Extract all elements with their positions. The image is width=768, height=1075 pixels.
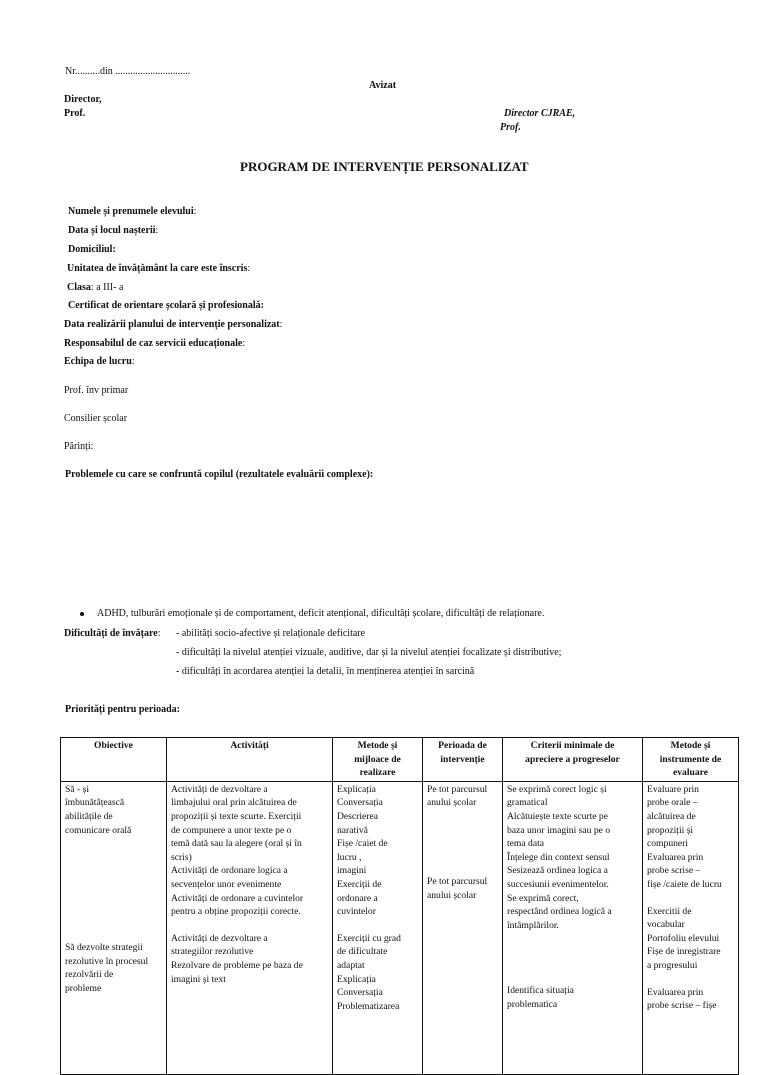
field-label: Numele și prenumele elevului (68, 206, 194, 217)
cell-text: anului școlar (427, 797, 477, 809)
team-member: Consilier școlar (64, 413, 128, 424)
field-label: Domiciliul: (68, 244, 116, 255)
cell-text (507, 945, 638, 958)
field-row (68, 300, 264, 311)
header-text: intervenție (440, 753, 485, 765)
header-text: apreciere a progreselor (525, 753, 620, 765)
learning-item-3: - dificultăți în acordarea atenției la detalii, în menținerea atenției în sarcină (176, 666, 475, 677)
header-text: Perioada de (438, 740, 487, 751)
cell-text (171, 919, 328, 932)
cell-text: de dificultate (337, 946, 388, 958)
cell-text: Să dezvolte strategii (65, 942, 143, 954)
field-row (64, 356, 135, 367)
team-member: Prof. înv primar (64, 385, 129, 396)
cell-text (427, 862, 498, 875)
cell-text: Descrierea (337, 810, 379, 822)
cell-text: narativă (337, 824, 368, 836)
cell-text: probe scrise – fișe (647, 1000, 717, 1012)
cell-text: a progresului (647, 959, 698, 971)
header-activities (167, 738, 333, 782)
field-row (68, 225, 158, 236)
cell-text (65, 876, 162, 889)
header-text: realizare (359, 767, 396, 779)
field-row (68, 206, 196, 217)
cell-text (427, 836, 498, 849)
header-text: Metode și (357, 740, 398, 751)
cell-text: pentru a obține propoziții corecte. (171, 906, 301, 918)
field-label: Data și locul nașterii (68, 225, 156, 236)
learning-difficulties-sep: : (157, 628, 161, 639)
cell-text (65, 915, 162, 928)
cell-text: anului școlar (427, 889, 477, 901)
cell-text: Rezolvare de probleme pe baza de (171, 959, 303, 971)
team-member: Părinți: (64, 441, 94, 452)
cell-text (647, 892, 734, 905)
cell-text: Evaluarea prin (647, 851, 704, 863)
bullet-icon (80, 612, 84, 616)
cell-text: Sesizează ordinea logica a (507, 865, 608, 877)
cell-text: Problematizarea (337, 1000, 400, 1012)
cell-text: Explicația (337, 783, 376, 795)
field-row (64, 338, 245, 349)
cell-text: limbajului oral prin alcătuirea de (171, 797, 297, 809)
cell-text: Pe tot parcursul (427, 783, 488, 795)
learning-item-2: - dificultăți la nivelul atenției vizuale, auditive, dar și la nivelul atenției focalizate și distributive; (176, 647, 562, 658)
priorities-heading: Priorități pentru perioada: (65, 704, 180, 715)
prof-right-label: Prof. (500, 122, 521, 133)
cell-criteria (503, 781, 643, 1074)
cell-text: Explicația (337, 973, 376, 985)
cell-text: lucru , (337, 851, 362, 863)
cell-text (65, 928, 162, 941)
field-separator: : (279, 319, 283, 330)
cell-text: propoziții și (647, 824, 694, 836)
problems-heading: Problemele cu care se confruntă copilul (rezultatele evaluării complexe): (65, 469, 374, 480)
cell-text: strategiilor rezolutive (171, 946, 254, 958)
field-separator: : (247, 263, 251, 274)
cell-activities (167, 781, 333, 1074)
avizat-label: Avizat (369, 80, 397, 91)
cell-text: Să - și (65, 783, 89, 795)
table-row (61, 781, 739, 1074)
learning-item-1: - abilități socio-afective și relaționale deficitare (176, 628, 366, 639)
cell-text: Fișe /caiet de (337, 838, 388, 850)
diagnosis-text: ADHD, tulburări emoționale și de comportament, deficit atențional, dificultăți școlare, dificultăți de relaționare. (97, 608, 545, 619)
cell-text: succesiunii evenimentelor. (507, 878, 609, 890)
cell-text (65, 863, 162, 876)
cell-text (427, 810, 498, 823)
field-separator: : (242, 338, 246, 349)
registration-number: Nr..........din .............................. (65, 66, 191, 77)
cell-text: probe orale – (647, 797, 698, 809)
prof-label: Prof. (64, 108, 86, 119)
cell-text (647, 973, 734, 986)
cell-text: vocabular (647, 919, 685, 931)
cell-text (427, 849, 498, 862)
cell-text (65, 902, 162, 915)
cell-text: întâmplărilor. (507, 919, 559, 931)
cell-text: adaptat (337, 959, 365, 971)
field-value: a III- a (96, 282, 124, 293)
cell-text: Înțelege din context sensul (507, 851, 610, 863)
learning-difficulties-title: Dificultăți de învățare (64, 628, 158, 639)
cell-text: tema data (507, 838, 545, 850)
cell-text (507, 971, 638, 984)
cell-evaluation (643, 781, 739, 1074)
cell-text (65, 889, 162, 902)
header-text: mijloace de (354, 753, 401, 765)
cell-text: Activități de ordonare logica a (171, 865, 288, 877)
field-label: Unitatea de învățământ la care este înscris (67, 263, 248, 274)
cell-text: fișe /caiete de lucru (647, 878, 722, 890)
cell-text (427, 823, 498, 836)
field-row (67, 263, 250, 274)
cell-text: ordonare a (337, 892, 378, 904)
cell-text: problematica (507, 998, 558, 1010)
cell-text: secvențelor unor evenimente (171, 878, 282, 890)
cell-text: Evaluare prin (647, 783, 699, 795)
cell-text: scris) (171, 851, 192, 863)
field-separator: : (155, 225, 159, 236)
cell-text: Alcătuiește texte scurte pe (507, 810, 608, 822)
cell-text: Activități de dezvoltare a (171, 783, 268, 795)
header-text: Metode și (670, 740, 711, 751)
cell-text: Portofoliu elevului (647, 932, 720, 944)
director-cjrae-label: Director CJRAE, (504, 108, 576, 119)
header-text: Obiective (94, 740, 133, 751)
cell-text: rezolvării de (65, 969, 114, 981)
cell-text: Exerciții cu grad (337, 932, 401, 944)
header-text: instrumente de (659, 753, 722, 765)
cell-text: probleme (65, 982, 102, 994)
field-separator: : (90, 282, 97, 293)
cell-text: Exerciții de (337, 878, 382, 890)
field-label: Certificat de orientare școlară și profesională: (68, 300, 264, 311)
cell-period (423, 781, 503, 1074)
cell-text: propoziții și texte scurte. Exerciții (171, 810, 302, 822)
header-methods (333, 738, 423, 782)
cell-text: Conversația (337, 797, 383, 809)
cell-text: abilitățile de (65, 810, 113, 822)
cell-text: imagini (337, 865, 367, 877)
cell-objectives (61, 781, 167, 1074)
cell-text: gramatical (507, 797, 548, 809)
intervention-table (60, 737, 739, 1075)
cell-text: cuvintelor (337, 906, 376, 918)
cell-text: Pe tot parcursul (427, 875, 488, 887)
cell-text: Activități de dezvoltare a (171, 932, 268, 944)
header-text: evaluare (673, 767, 708, 779)
cell-text: Activități de ordonare a cuvintelor (171, 892, 304, 904)
cell-text (65, 837, 162, 850)
cell-text: imagini și text (171, 973, 226, 985)
header-evaluation (643, 738, 739, 782)
cell-text (65, 850, 162, 863)
cell-text: Exercitii de (647, 905, 692, 917)
header-criteria (503, 738, 643, 782)
learning-difficulties-label (64, 628, 160, 639)
cell-text: respectând ordinea logică a (507, 906, 612, 918)
cell-text: de compunere a unor texte pe o (171, 824, 292, 836)
cell-text: îmbunătățească (65, 797, 125, 809)
header-period (423, 738, 503, 782)
director-label: Director, (64, 94, 102, 105)
cell-text: baza unor imagini sau pe o (507, 824, 611, 836)
cell-text: Conversația (337, 987, 383, 999)
cell-methods (333, 781, 423, 1074)
cell-text (337, 919, 418, 932)
header-objectives (61, 738, 167, 782)
cell-text: Se exprimă corect logic și (507, 783, 607, 795)
field-row (67, 282, 123, 293)
field-separator: : (193, 206, 197, 217)
field-row (64, 319, 282, 330)
field-label: Echipa de lucru (64, 356, 132, 367)
header-text: Activități (230, 740, 269, 751)
field-label: Data realizării planului de intervenție personalizat (64, 319, 280, 330)
cell-text: comunicare orală (65, 824, 132, 836)
field-row (68, 244, 116, 255)
cell-text: Se exprimă corect, (507, 892, 579, 904)
cell-text: rezolutive în procesul (65, 955, 149, 967)
cell-text: Evaluarea prin (647, 986, 704, 998)
cell-text: compuneri (647, 838, 689, 850)
page-title: PROGRAM DE INTERVENȚIE PERSONALIZAT (240, 159, 529, 174)
cell-text: Identifica situația (507, 985, 574, 997)
field-label: Responsabilul de caz servicii educaționale (64, 338, 243, 349)
cell-text: Fișe de inregistrare (647, 946, 721, 958)
header-text: Criterii minimale de (530, 740, 615, 751)
field-separator: : (131, 356, 135, 367)
cell-text: temă dată sau la alegere (oral și în (171, 838, 302, 850)
table-header-row (61, 738, 739, 782)
cell-text: alcătuirea de (647, 810, 696, 822)
field-label: Clasa (67, 282, 91, 293)
cell-text (507, 958, 638, 971)
cell-text (507, 932, 638, 945)
cell-text: probe scrise – (647, 865, 701, 877)
